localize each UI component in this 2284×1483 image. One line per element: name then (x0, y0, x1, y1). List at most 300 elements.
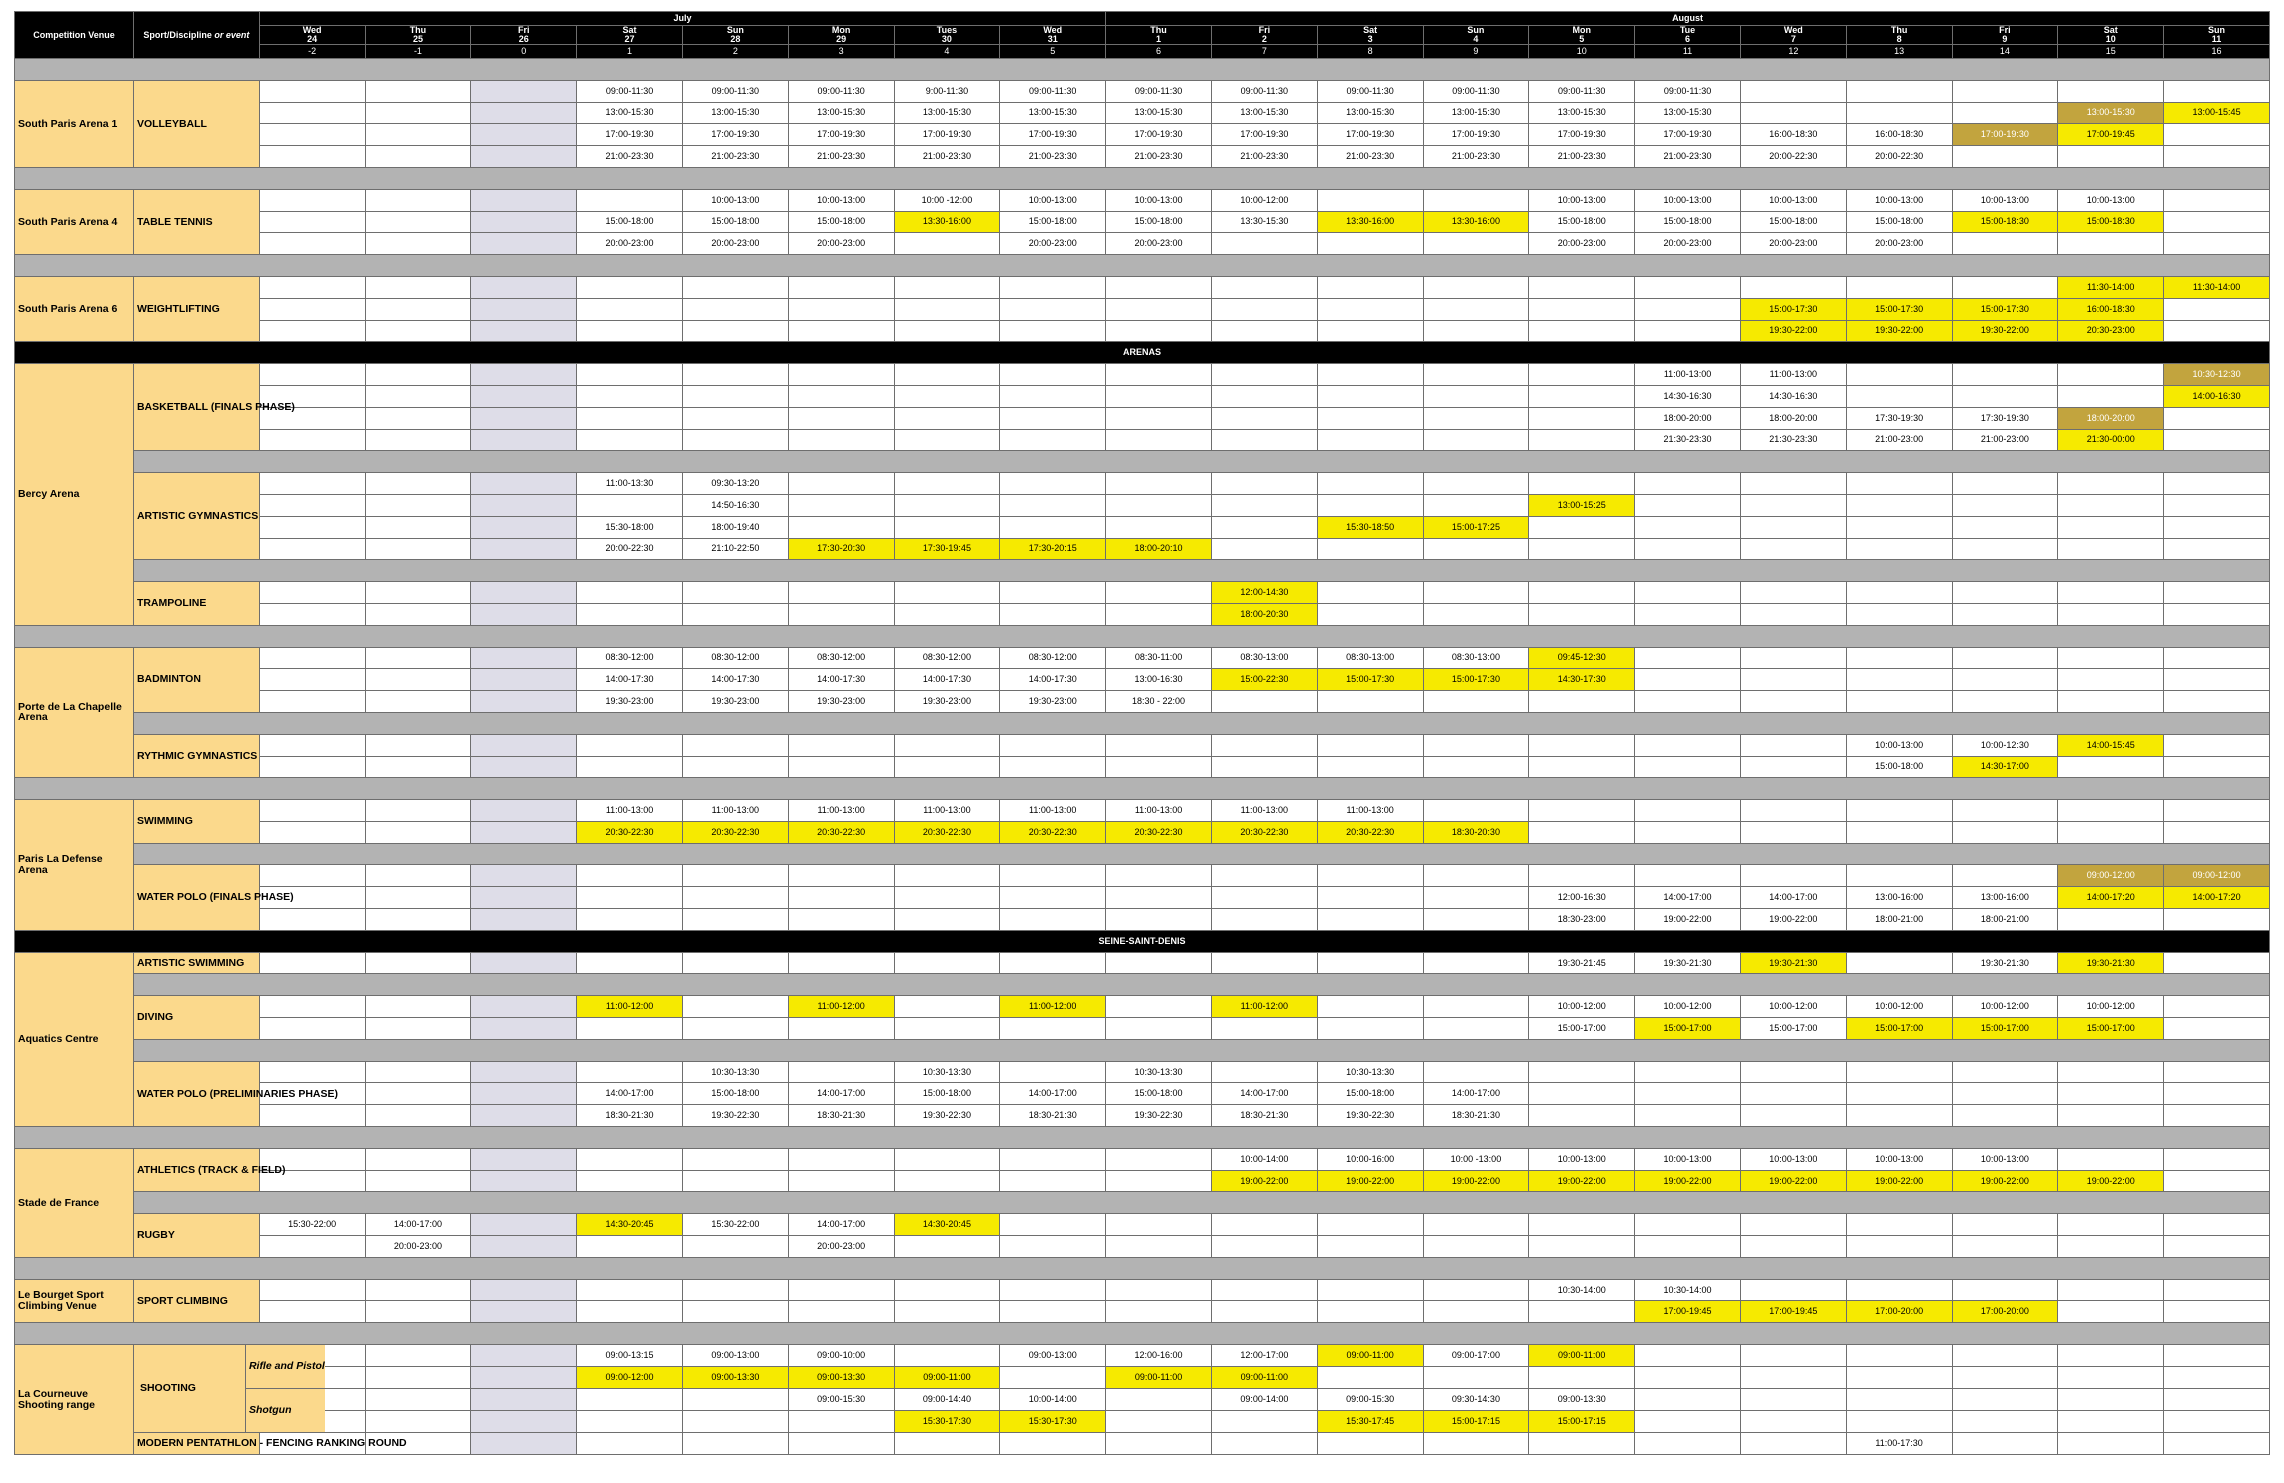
empty-cell (682, 407, 788, 429)
empty-cell (1317, 189, 1423, 211)
empty-cell (2164, 516, 2270, 538)
empty-cell (1529, 1433, 1635, 1455)
empty-cell (2164, 603, 2270, 625)
session-cell: 19:30-23:00 (1000, 691, 1106, 713)
session-cell: 18:30-20:30 (1423, 821, 1529, 843)
session-cell: 10:00-12:00 (1952, 996, 2058, 1018)
session-cell: 15:00-18:00 (682, 1083, 788, 1105)
separator-row (133, 974, 2269, 996)
empty-cell (2164, 582, 2270, 604)
session-cell: 09:00-11:30 (1423, 80, 1529, 102)
empty-cell (1529, 734, 1635, 756)
session-cell: 19:00-22:00 (1740, 909, 1846, 931)
session-cell: 17:00-19:30 (1635, 124, 1741, 146)
day-of-week: Wed (302, 25, 322, 35)
empty-cell (259, 276, 365, 298)
empty-cell (259, 1279, 365, 1301)
empty-cell (1000, 385, 1106, 407)
empty-cell (894, 276, 1000, 298)
empty-cell (682, 1148, 788, 1170)
session-cell: 11:00-13:00 (577, 800, 683, 822)
session-cell: 17:30-20:30 (788, 538, 894, 560)
empty-cell (1635, 603, 1741, 625)
session-cell: 17:30-19:45 (894, 538, 1000, 560)
session-cell: 10:00-13:00 (1106, 189, 1212, 211)
empty-cell (1211, 320, 1317, 342)
session-cell: 09:00-12:00 (577, 1367, 683, 1389)
empty-cell (1317, 1018, 1423, 1040)
separator-row (15, 59, 2270, 81)
empty-cell (2058, 1433, 2164, 1455)
empty-cell (682, 1236, 788, 1258)
competition-day-number: 8 (1317, 45, 1423, 59)
session-cell: 10:00-12:00 (1846, 996, 1952, 1018)
empty-cell (1423, 1279, 1529, 1301)
separator-row (133, 560, 2269, 582)
empty-cell (471, 1083, 577, 1105)
empty-cell (1423, 1301, 1529, 1323)
empty-cell (259, 647, 365, 669)
empty-cell (2058, 1411, 2164, 1433)
empty-cell (1211, 1018, 1317, 1040)
session-cell: 08:30-13:00 (1317, 647, 1423, 669)
session-cell: 08:30-12:00 (894, 647, 1000, 669)
empty-cell (1106, 1148, 1212, 1170)
empty-cell (471, 1367, 577, 1389)
empty-cell (1106, 1433, 1212, 1455)
day-of-week: Fri (517, 25, 530, 35)
empty-cell (1952, 603, 2058, 625)
session-cell: 18:30-21:30 (1211, 1105, 1317, 1127)
competition-day-number: 13 (1846, 45, 1952, 59)
session-cell: 15:00-22:30 (1211, 669, 1317, 691)
empty-cell (682, 756, 788, 778)
session-cell: 17:00-19:30 (1211, 124, 1317, 146)
session-cell: 10:00-14:00 (1211, 1148, 1317, 1170)
empty-cell (2058, 80, 2164, 102)
session-cell: 18:00-20:10 (1106, 538, 1212, 560)
session-cell: 19:00-22:00 (1211, 1170, 1317, 1192)
empty-cell (682, 909, 788, 931)
empty-cell (1317, 233, 1423, 255)
empty-cell (2164, 1105, 2270, 1127)
day-header (894, 26, 1000, 45)
empty-cell (1529, 800, 1635, 822)
session-cell: 16:00-18:30 (2058, 298, 2164, 320)
empty-cell (1952, 865, 2058, 887)
session-cell: 09:00-11:00 (1211, 1367, 1317, 1389)
session-cell: 15:00-17:00 (1846, 1018, 1952, 1040)
session-cell: 10:00 -12:00 (894, 189, 1000, 211)
session-cell: 15:00-18:00 (1106, 1083, 1212, 1105)
empty-cell (1846, 603, 1952, 625)
sport-name: WATER POLO (FINALS PHASE) (133, 865, 259, 930)
empty-cell (2164, 80, 2270, 102)
session-cell: 10:00-13:00 (1635, 189, 1741, 211)
session-cell: 17:00-20:00 (1952, 1301, 2058, 1323)
separator-row (133, 712, 2269, 734)
empty-cell (577, 1433, 683, 1455)
empty-cell (471, 1170, 577, 1192)
empty-cell (1846, 1389, 1952, 1411)
empty-cell (365, 124, 471, 146)
session-cell: 09:00-11:00 (1529, 1345, 1635, 1367)
session-cell: 15:00-17:00 (1740, 1018, 1846, 1040)
empty-cell (259, 102, 365, 124)
empty-cell (1846, 473, 1952, 495)
empty-cell (259, 124, 365, 146)
empty-cell (682, 276, 788, 298)
day-of-week: Sat (622, 25, 637, 35)
empty-cell (1846, 1061, 1952, 1083)
empty-cell (1529, 1301, 1635, 1323)
session-cell: 13:30-16:00 (1317, 211, 1423, 233)
empty-cell (1635, 691, 1741, 713)
empty-cell (1317, 1214, 1423, 1236)
empty-cell (1635, 734, 1741, 756)
session-cell: 14:00-17:20 (2058, 887, 2164, 909)
empty-cell (1106, 494, 1212, 516)
empty-cell (788, 473, 894, 495)
empty-cell (471, 1148, 577, 1170)
empty-cell (1317, 582, 1423, 604)
session-cell: 17:30-20:15 (1000, 538, 1106, 560)
session-cell: 14:00-17:00 (365, 1214, 471, 1236)
empty-cell (259, 691, 365, 713)
day-of-week: Thu (409, 25, 427, 35)
empty-cell (1317, 276, 1423, 298)
session-cell: 14:00-17:20 (2164, 887, 2270, 909)
empty-cell (788, 1148, 894, 1170)
empty-cell (1846, 647, 1952, 669)
empty-cell (894, 298, 1000, 320)
session-cell: 20:30-22:30 (1106, 821, 1212, 843)
empty-cell (577, 887, 683, 909)
session-cell: 15:00-18:00 (788, 211, 894, 233)
empty-cell (788, 276, 894, 298)
day-date: 31 (1047, 34, 1058, 44)
sport-name: SWIMMING (133, 800, 259, 844)
empty-cell (577, 364, 683, 386)
empty-cell (471, 102, 577, 124)
session-cell: 17:00-19:45 (2058, 124, 2164, 146)
empty-cell (471, 756, 577, 778)
empty-cell (471, 276, 577, 298)
empty-cell (471, 1389, 577, 1411)
day-header (471, 26, 577, 45)
empty-cell (365, 996, 471, 1018)
session-cell: 19:30-23:00 (577, 691, 683, 713)
empty-cell (365, 669, 471, 691)
schedule-body (15, 59, 2270, 1455)
session-cell: 19:30-21:45 (1529, 952, 1635, 974)
empty-cell (2164, 538, 2270, 560)
empty-cell (2164, 996, 2270, 1018)
empty-cell (1317, 1236, 1423, 1258)
session-cell: 18:30-21:30 (577, 1105, 683, 1127)
empty-cell (1423, 538, 1529, 560)
empty-cell (1846, 1083, 1952, 1105)
empty-cell (365, 1018, 471, 1040)
day-of-week: Sun (1467, 25, 1485, 35)
session-cell: 15:00-17:30 (1317, 669, 1423, 691)
empty-cell (2058, 1279, 2164, 1301)
session-cell: 10:30-13:30 (682, 1061, 788, 1083)
session-cell: 13:00-15:30 (1635, 102, 1741, 124)
day-of-week: Thu (1150, 25, 1167, 35)
sport-name: RYTHMIC GYMNASTICS (133, 734, 259, 778)
competition-day-number: 12 (1740, 45, 1846, 59)
empty-cell (2058, 516, 2164, 538)
session-cell: 15:00-18:00 (1635, 211, 1741, 233)
empty-cell (1952, 1433, 2058, 1455)
session-cell: 18:30-23:00 (1529, 909, 1635, 931)
empty-cell (1635, 1083, 1741, 1105)
empty-cell (1211, 233, 1317, 255)
empty-cell (1740, 800, 1846, 822)
empty-cell (259, 473, 365, 495)
empty-cell (471, 691, 577, 713)
empty-cell (1529, 429, 1635, 451)
empty-cell (365, 189, 471, 211)
empty-cell (1106, 1018, 1212, 1040)
day-date: 5 (1579, 34, 1585, 44)
session-cell: 15:30-17:30 (894, 1411, 1000, 1433)
session-cell: 13:00-15:30 (788, 102, 894, 124)
empty-cell (365, 494, 471, 516)
empty-cell (894, 320, 1000, 342)
day-header (1000, 26, 1106, 45)
empty-cell (2058, 800, 2164, 822)
session-cell: 20:30-23:00 (2058, 320, 2164, 342)
session-cell: 18:00-19:40 (682, 516, 788, 538)
empty-cell (1846, 538, 1952, 560)
session-cell: 14:30-20:45 (894, 1214, 1000, 1236)
empty-cell (365, 756, 471, 778)
empty-cell (1529, 1236, 1635, 1258)
empty-cell (1952, 473, 2058, 495)
empty-cell (365, 582, 471, 604)
empty-cell (471, 1236, 577, 1258)
empty-cell (2164, 821, 2270, 843)
empty-cell (1106, 407, 1212, 429)
empty-cell (2058, 233, 2164, 255)
empty-cell (2058, 603, 2164, 625)
empty-cell (1635, 473, 1741, 495)
empty-cell (1211, 691, 1317, 713)
empty-cell (1635, 494, 1741, 516)
empty-cell (682, 865, 788, 887)
empty-cell (1529, 603, 1635, 625)
empty-cell (682, 603, 788, 625)
empty-cell (2164, 494, 2270, 516)
empty-cell (1846, 669, 1952, 691)
empty-cell (1317, 952, 1423, 974)
empty-cell (1846, 865, 1952, 887)
empty-cell (1952, 1367, 2058, 1389)
empty-cell (1740, 865, 1846, 887)
empty-cell (1635, 320, 1741, 342)
empty-cell (788, 1170, 894, 1192)
empty-cell (682, 734, 788, 756)
session-cell: 15:00-17:25 (1423, 516, 1529, 538)
empty-cell (2058, 538, 2164, 560)
month-header: July (259, 12, 1105, 26)
competition-day-number: 5 (1000, 45, 1106, 59)
sport-name-text: SHOOTING (137, 1345, 246, 1432)
empty-cell (365, 1345, 471, 1367)
day-header (1211, 26, 1317, 45)
empty-cell (2164, 298, 2270, 320)
empty-cell (1952, 102, 2058, 124)
session-cell: 09:30-13:20 (682, 473, 788, 495)
empty-cell (1846, 1279, 1952, 1301)
empty-cell (1846, 385, 1952, 407)
empty-cell (1423, 952, 1529, 974)
session-cell: 20:30-22:30 (1000, 821, 1106, 843)
empty-cell (365, 734, 471, 756)
session-cell: 14:00-17:00 (1740, 887, 1846, 909)
session-cell: 15:00-17:00 (1952, 1018, 2058, 1040)
empty-cell (894, 407, 1000, 429)
empty-cell (1211, 429, 1317, 451)
empty-cell (259, 189, 365, 211)
session-cell: 10:30-14:00 (1529, 1279, 1635, 1301)
empty-cell (1846, 1105, 1952, 1127)
empty-cell (259, 756, 365, 778)
region-header: SEINE-SAINT-DENIS (15, 930, 2270, 952)
session-cell: 15:30-17:45 (1317, 1411, 1423, 1433)
session-cell: 20:00-23:00 (1106, 233, 1212, 255)
empty-cell (1211, 1236, 1317, 1258)
empty-cell (1423, 320, 1529, 342)
empty-cell (1529, 821, 1635, 843)
empty-cell (1211, 952, 1317, 974)
session-cell: 13:00-15:30 (577, 102, 683, 124)
session-cell: 11:00-13:00 (682, 800, 788, 822)
empty-cell (1106, 1411, 1212, 1433)
session-cell: 13:00-15:30 (1529, 102, 1635, 124)
empty-cell (1000, 887, 1106, 909)
empty-cell (1000, 1170, 1106, 1192)
empty-cell (682, 385, 788, 407)
session-cell: 11:00-17:30 (1846, 1433, 1952, 1455)
empty-cell (1106, 952, 1212, 974)
competition-day-number: 9 (1423, 45, 1529, 59)
session-cell: 12:00-16:30 (1529, 887, 1635, 909)
empty-cell (1635, 1367, 1741, 1389)
empty-cell (365, 429, 471, 451)
empty-cell (894, 996, 1000, 1018)
empty-cell (2058, 1148, 2164, 1170)
session-cell: 15:00-18:00 (1529, 211, 1635, 233)
separator-row (15, 1257, 2270, 1279)
empty-cell (1635, 821, 1741, 843)
empty-cell (365, 909, 471, 931)
sport-name: VOLLEYBALL (133, 80, 259, 167)
empty-cell (1635, 1214, 1741, 1236)
session-cell: 13:00-15:25 (1529, 494, 1635, 516)
empty-cell (1846, 691, 1952, 713)
empty-cell (2058, 146, 2164, 168)
empty-cell (365, 1279, 471, 1301)
day-header (1317, 26, 1423, 45)
day-date: 11 (2211, 34, 2222, 44)
empty-cell (2058, 494, 2164, 516)
empty-cell (1106, 473, 1212, 495)
session-cell: 10:00-13:00 (1529, 189, 1635, 211)
empty-cell (682, 1301, 788, 1323)
session-cell: 19:00-22:00 (1317, 1170, 1423, 1192)
session-cell: 17:00-19:30 (1529, 124, 1635, 146)
session-cell: 10:30-13:30 (1317, 1061, 1423, 1083)
session-cell: 08:30-12:00 (682, 647, 788, 669)
session-cell: 13:00-15:30 (1317, 102, 1423, 124)
empty-cell (788, 364, 894, 386)
day-header (1846, 26, 1952, 45)
day-date: 27 (624, 34, 635, 44)
empty-cell (577, 756, 683, 778)
empty-cell (1000, 1214, 1106, 1236)
session-cell: 14:00-17:30 (788, 669, 894, 691)
competition-day-number: 14 (1952, 45, 2058, 59)
session-cell: 11:00-13:00 (1000, 800, 1106, 822)
empty-cell (2164, 756, 2270, 778)
empty-cell (1211, 364, 1317, 386)
empty-cell (1529, 276, 1635, 298)
empty-cell (259, 233, 365, 255)
empty-cell (1211, 887, 1317, 909)
empty-cell (1952, 80, 2058, 102)
session-cell: 15:00-17:15 (1423, 1411, 1529, 1433)
empty-cell (2164, 1148, 2270, 1170)
day-date: 1 (1156, 34, 1162, 44)
session-cell: 15:00-17:30 (1423, 669, 1529, 691)
empty-cell (1317, 1367, 1423, 1389)
day-header (259, 26, 365, 45)
session-cell: 19:00-22:00 (2058, 1170, 2164, 1192)
session-cell: 10:00-13:00 (1740, 1148, 1846, 1170)
empty-cell (1635, 647, 1741, 669)
empty-cell (259, 146, 365, 168)
empty-cell (1000, 1018, 1106, 1040)
empty-cell (365, 1083, 471, 1105)
empty-cell (1317, 1433, 1423, 1455)
session-cell: 10:30-12:30 (2164, 364, 2270, 386)
empty-cell (1423, 298, 1529, 320)
empty-cell (577, 1170, 683, 1192)
session-cell: 15:00-18:00 (1317, 1083, 1423, 1105)
empty-cell (1423, 756, 1529, 778)
session-cell: 14:00-17:30 (894, 669, 1000, 691)
empty-cell (365, 887, 471, 909)
empty-cell (259, 364, 365, 386)
session-cell: 10:30-14:00 (1635, 1279, 1741, 1301)
session-cell: 15:00-18:00 (1846, 756, 1952, 778)
empty-cell (1317, 996, 1423, 1018)
empty-cell (1846, 516, 1952, 538)
empty-cell (1000, 1279, 1106, 1301)
empty-cell (2164, 124, 2270, 146)
empty-cell (2058, 647, 2164, 669)
empty-cell (1423, 276, 1529, 298)
empty-cell (259, 996, 365, 1018)
session-cell: 15:30-22:00 (259, 1214, 365, 1236)
empty-cell (577, 1301, 683, 1323)
empty-cell (365, 298, 471, 320)
session-cell: 15:30-18:00 (577, 516, 683, 538)
session-cell: 14:00-17:00 (1423, 1083, 1529, 1105)
